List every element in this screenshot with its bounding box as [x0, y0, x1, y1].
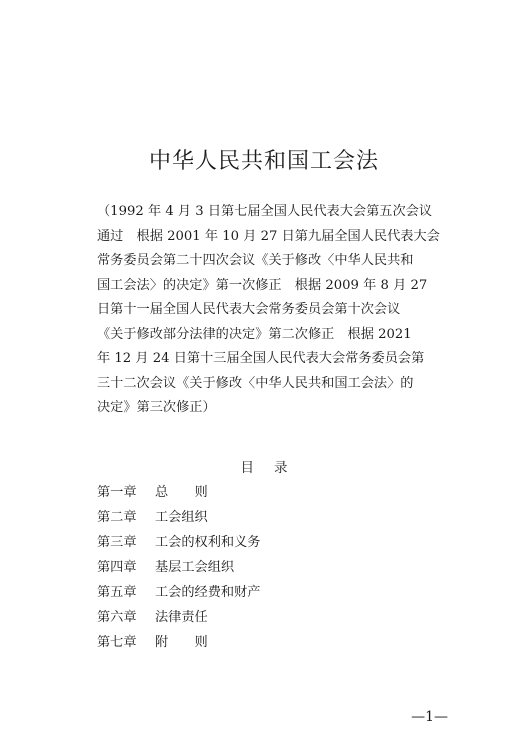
toc-chapter: 第七章	[97, 635, 137, 650]
preamble-line: （1992 年 4 月 3 日第七届全国人民代表大会第五次会议	[97, 204, 433, 219]
toc-name: 工会组织	[155, 510, 208, 525]
toc-chapter: 第二章	[97, 510, 137, 525]
preamble-line: 通过 根据 2001 年 10 月 27 日第九届全国人民代表大会	[97, 228, 440, 244]
toc-name: 附 则	[155, 635, 208, 650]
toc-item	[97, 580, 417, 605]
toc-item	[97, 605, 417, 630]
preamble-line: 《关于修改部分法律的决定》第二次修正 根据 2021	[97, 326, 412, 342]
preamble-line: 日第十一届全国人民代表大会常务委员会第十次会议	[97, 302, 401, 317]
preamble	[97, 200, 441, 421]
toc-chapter: 第四章	[97, 560, 137, 575]
toc-name: 总 则	[155, 485, 208, 500]
toc-chapter: 第一章	[97, 485, 137, 500]
preamble-line: 三十二次会议《关于修改〈中华人民共和国工会法〉的	[97, 375, 414, 391]
preamble-line: 年 12 月 24 日第十三届全国人民代表大会常务委员会第	[97, 351, 425, 366]
document-title: 中华人民共和国工会法	[148, 149, 379, 174]
toc-chapter: 第六章	[97, 610, 137, 625]
table-of-contents	[97, 480, 417, 655]
toc-name: 工会的权利和义务	[155, 535, 261, 550]
toc-item	[97, 480, 417, 505]
preamble-line: 常务委员会第二十四次会议《关于修改〈中华人民共和	[97, 253, 414, 268]
toc-item	[97, 630, 417, 655]
toc-name: 基层工会组织	[155, 560, 235, 575]
toc-chapter: 第三章	[97, 535, 137, 550]
toc-item	[97, 505, 417, 530]
preamble-line: 国工会法〉的决定》第一次修正 根据 2009 年 8 月 27	[97, 277, 428, 293]
preamble-line: 决定》第三次修正）	[97, 400, 216, 415]
toc-item	[97, 555, 417, 580]
toc-title: 目录	[240, 460, 308, 476]
page-number: —1—	[411, 709, 448, 725]
toc-name: 工会的经费和财产	[155, 585, 261, 600]
toc-chapter: 第五章	[97, 585, 137, 600]
toc-name: 法律责任	[155, 610, 208, 625]
toc-item	[97, 530, 417, 555]
